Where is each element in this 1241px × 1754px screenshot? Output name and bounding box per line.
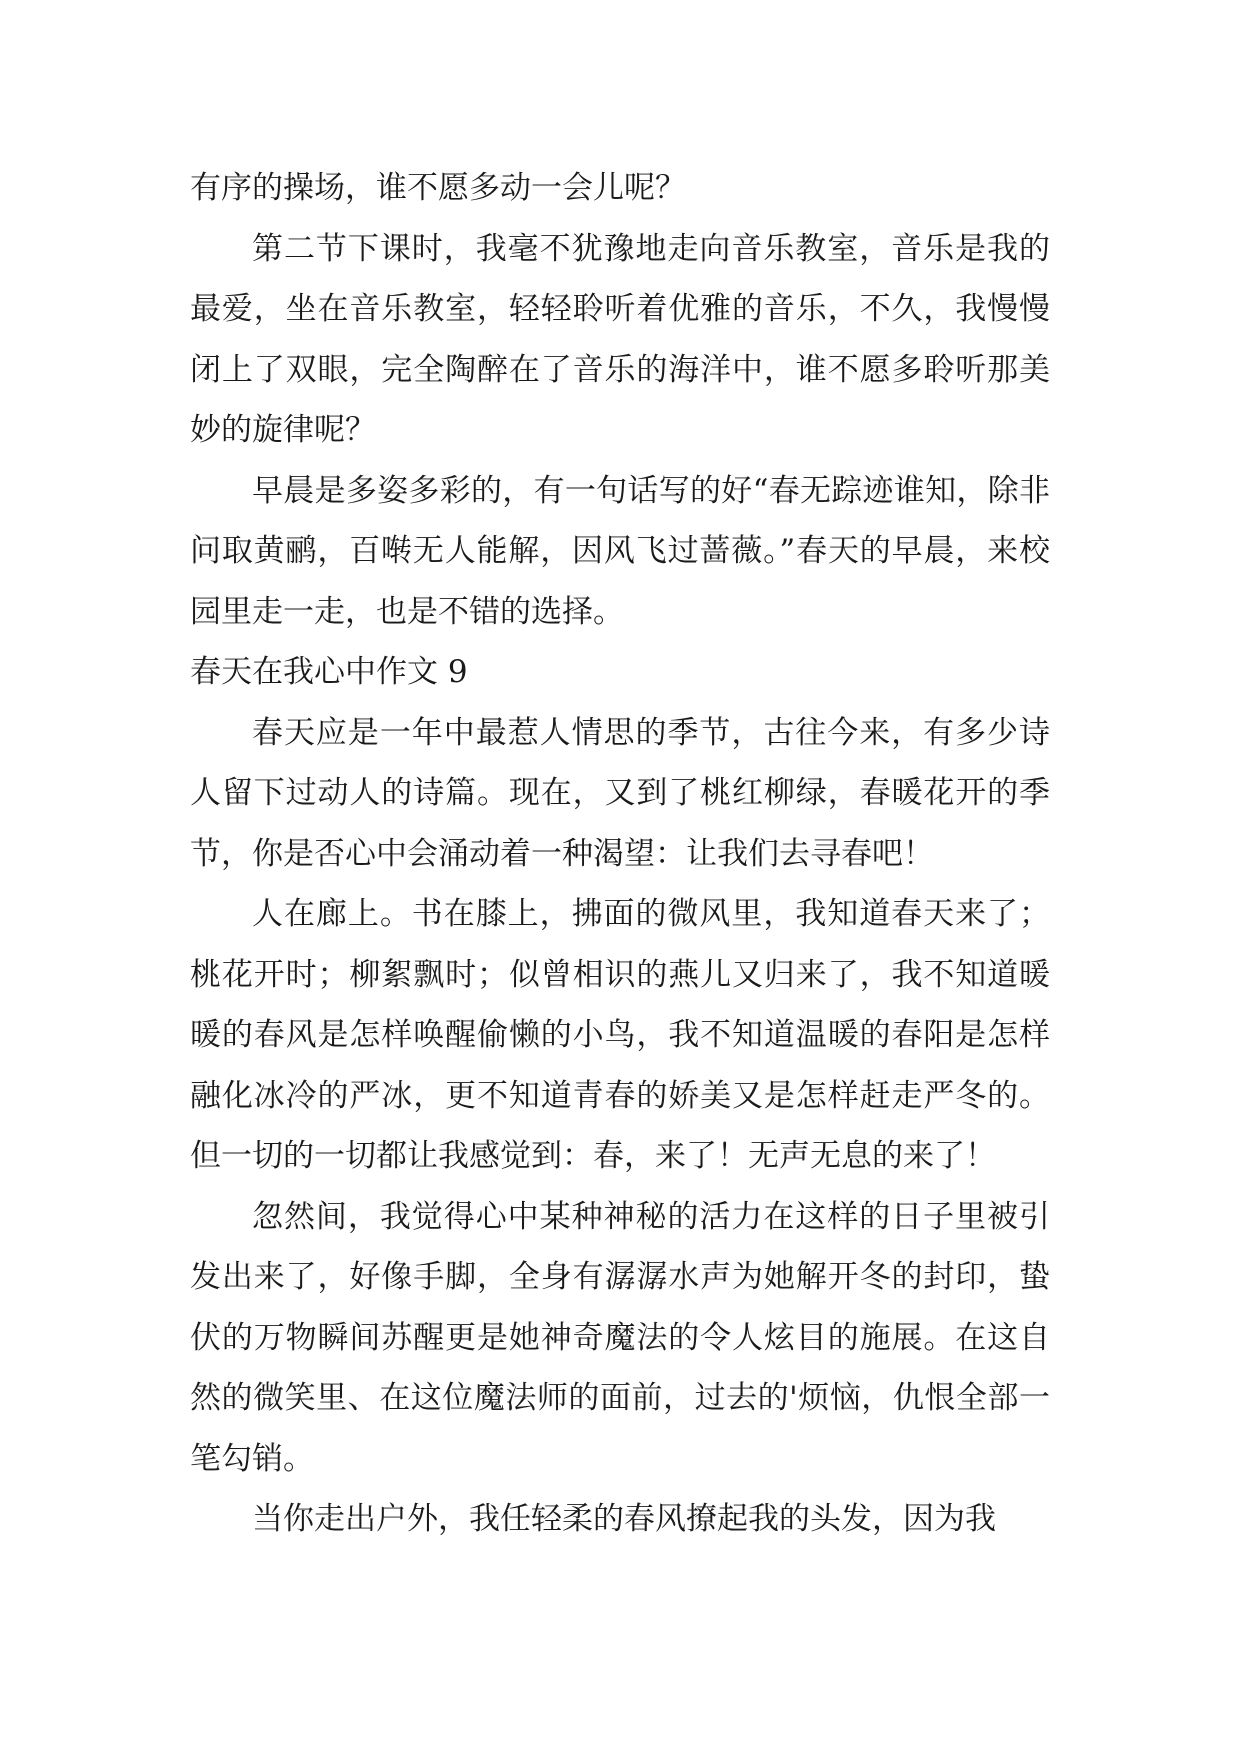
- paragraph-spring-intro: 春天应是一年中最惹人情思的季节，古往今来，有多少诗人留下过动人的诗篇。现在，又到了桃红柳绿，春暖花开的季节，你是否心中会涌动着一种渴望：让我们去寻春吧！: [190, 714, 1050, 872]
- paragraph-morning: 早晨是多姿多彩的，有一句话写的好“春无踪迹谁知，除非问取黄鹂，百啭无人能解，因风飞过蔷薇。”春天的早晨，来校园里走一走，也是不错的选择。: [190, 472, 1050, 630]
- paragraph-vitality: 忽然间，我觉得心中某种神秘的活力在这样的日子里被引发出来了，好像手脚，全身有潺潺水声为她解开冬的封印，蛰伏的万物瞬间苏醒更是她神奇魔法的令人炫目的施展。在这自然的微笑里、在这位魔法师的面前，过去的'烦恼，仇恨全部一笔勾销。: [190, 1198, 1050, 1477]
- essay-heading: 春天在我心中作文 9: [190, 654, 468, 690]
- continuation-paragraph: 有序的操场，谁不愿多动一会儿呢？: [190, 170, 686, 206]
- paragraph-corridor: 人在廊上。书在膝上，拂面的微风里，我知道春天来了；桃花开时；柳絮飘时；似曾相识的燕儿又归来了，我不知道暖暖的春风是怎样唤醒偷懒的小鸟，我不知道温暖的春阳是怎样融化冰冷的严冰，更不知道青春的娇美又是怎样赶走严冬的。但一切的一切都让我感觉到：春，来了！无声无息的来了！: [190, 896, 1050, 1174]
- document-body: [190, 158, 1050, 1550]
- paragraph-music-class: 第二节下课时，我毫不犹豫地走向音乐教室，音乐是我的最爱，坐在音乐教室，轻轻聆听着优雅的音乐，不久，我慢慢闭上了双眼，完全陶醉在了音乐的海洋中，谁不愿多聆听那美妙的旋律呢？: [190, 230, 1050, 448]
- paragraph-outdoors: 当你走出户外，我任轻柔的春风撩起我的头发，因为我: [252, 1501, 996, 1537]
